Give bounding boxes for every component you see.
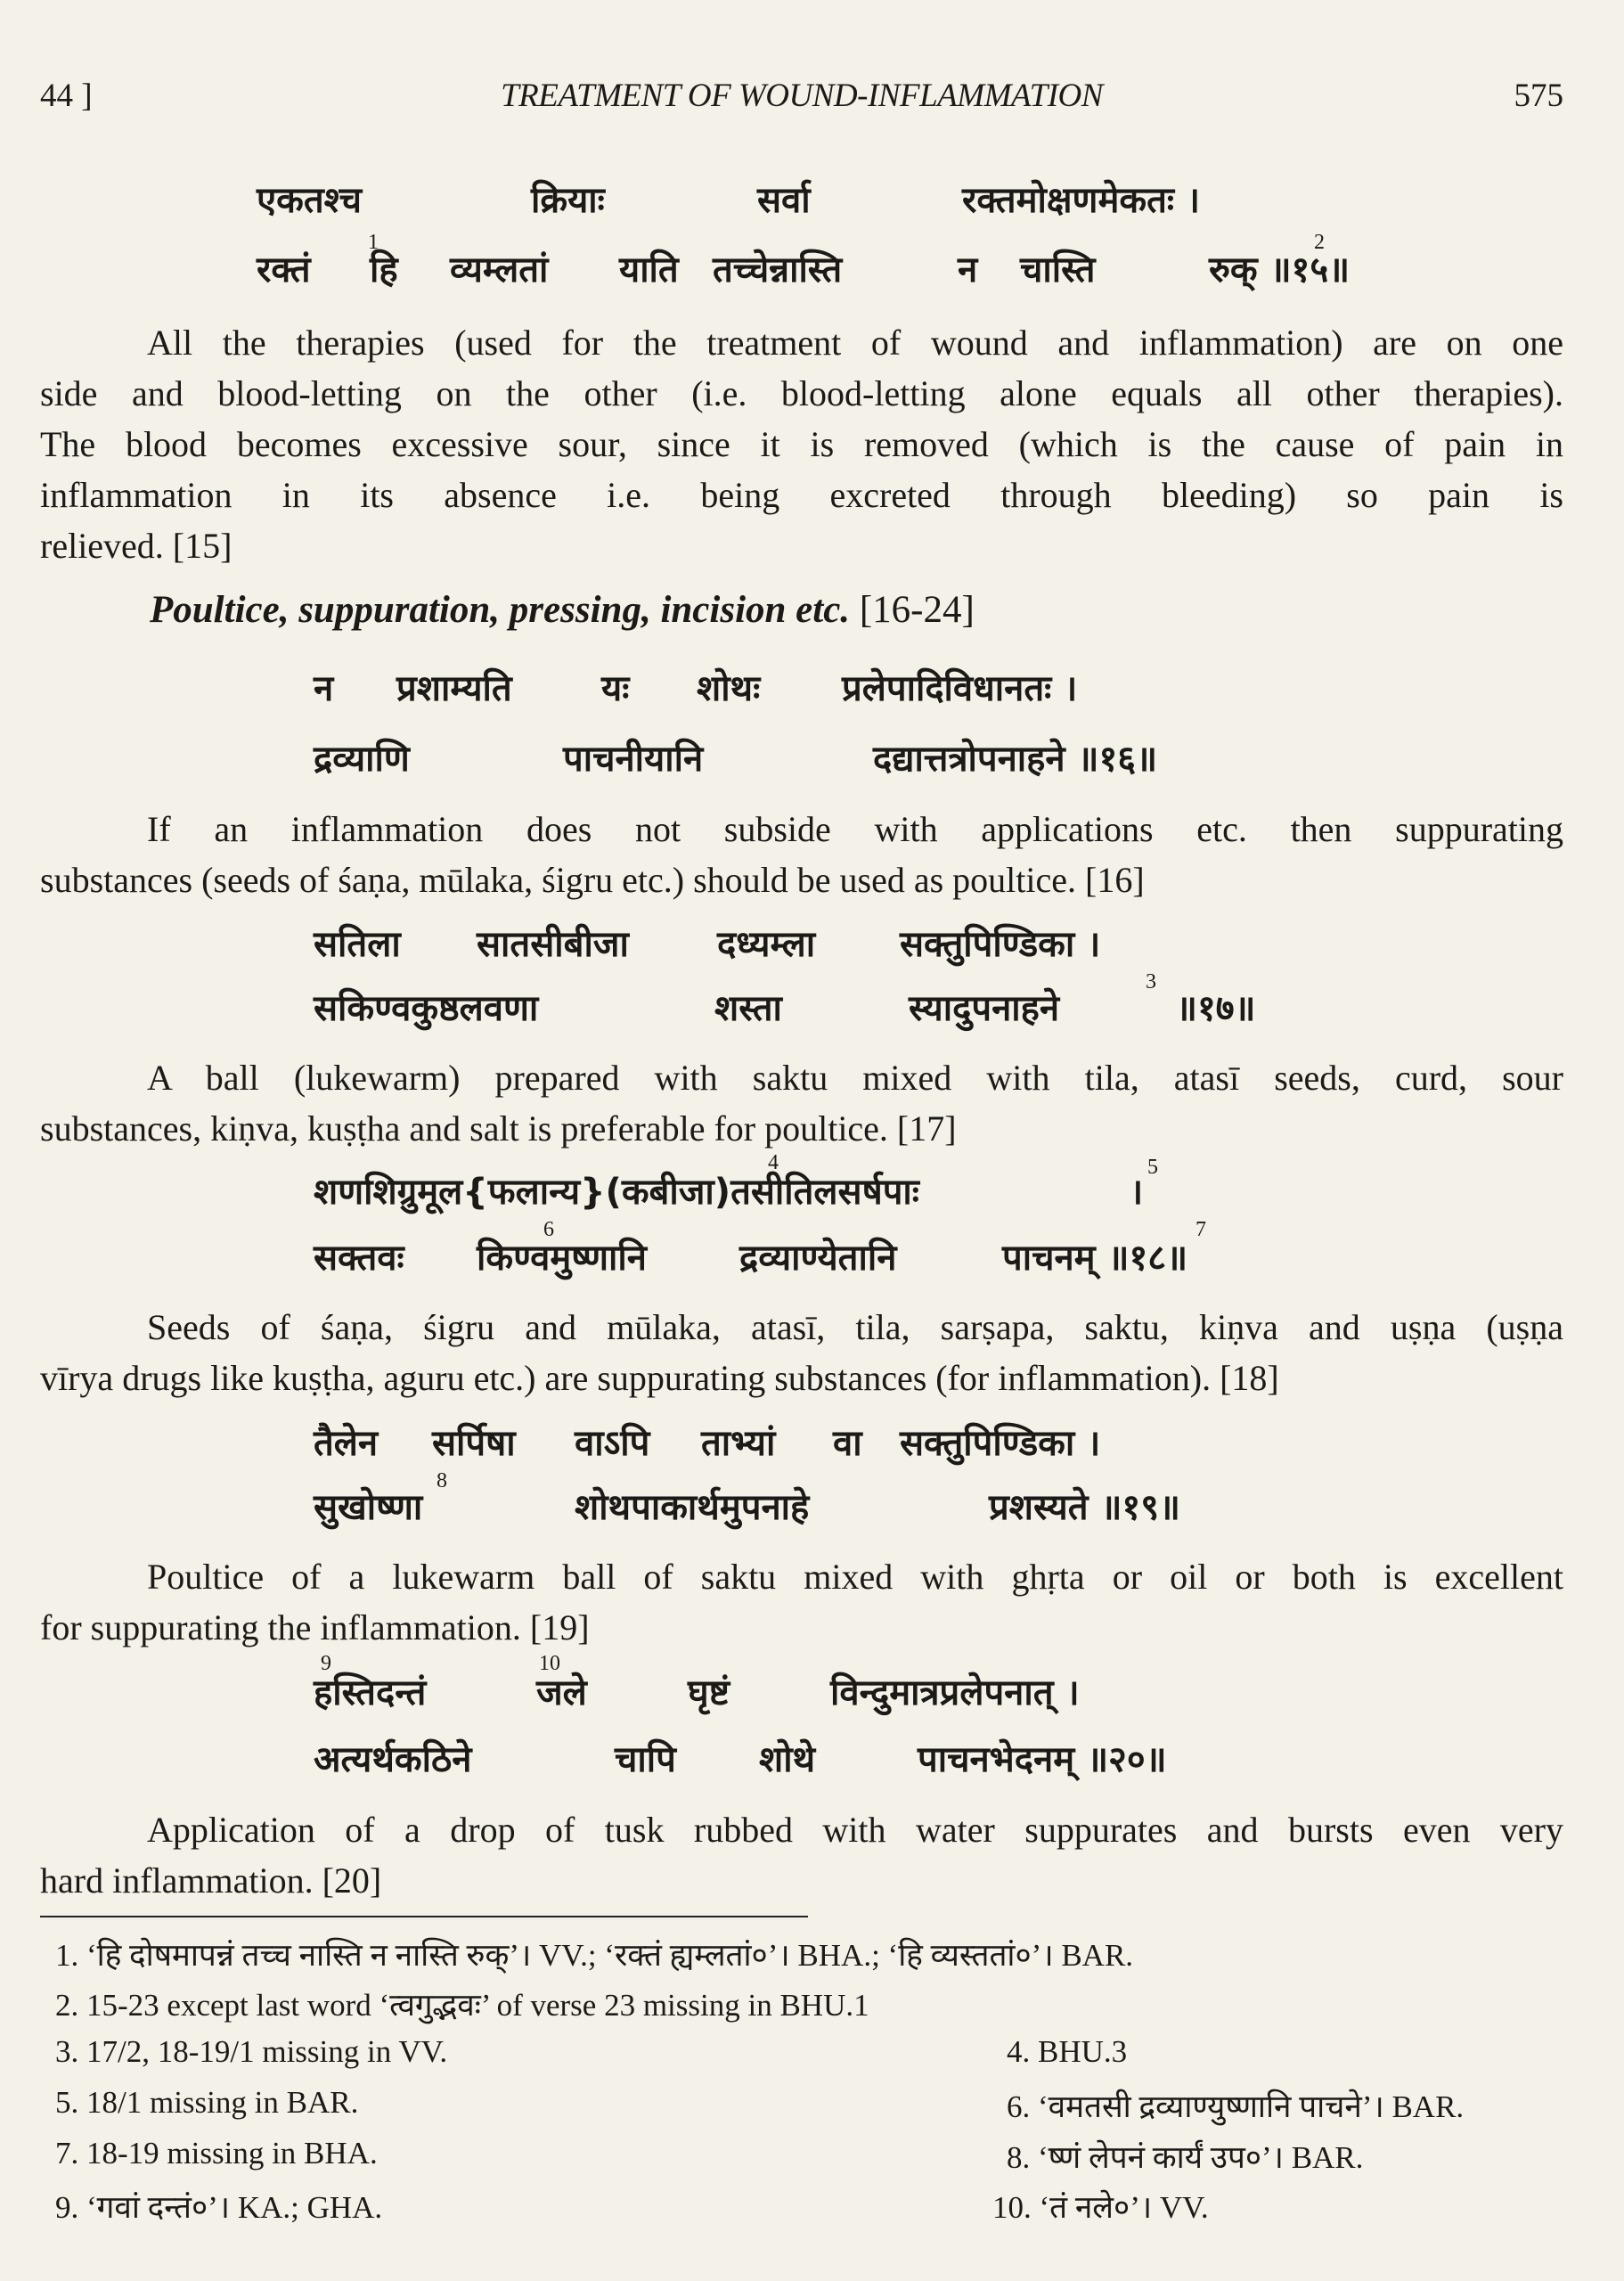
verse-word: स्यादुपनाहने: [909, 988, 1060, 1029]
footnote-marker: 1: [368, 231, 379, 254]
verse-word: चापि: [615, 1739, 676, 1780]
verse-word: सर्पिषा: [432, 1423, 516, 1464]
text-line: for suppurating the inflammation. [19]: [40, 1607, 590, 1647]
verse-word: क्रियाः: [531, 180, 605, 221]
verse-word: सकिण्वकुष्ठलवणा: [314, 988, 539, 1029]
footnote-1: 1. ‘हि दोषमापन्नं तच्च नास्ति न नास्ति रुक्’। VV.; ‘रक्तं ह्यम्लतां०’। BHA.; ‘हि व्यस्ततां०’। BAR.: [55, 1938, 1134, 1973]
text-line: The blood becomes excessive sour, since it is removed (which is the cause of pain in: [40, 424, 1563, 464]
verse-word: दद्यात्तत्रोपनाहने ॥१६॥: [873, 739, 1158, 780]
footnote-marker: 6: [543, 1218, 554, 1241]
text-line: substances (seeds of śaṇa, mūlaka, śigru etc.) should be used as poultice. [16]: [40, 860, 1145, 900]
verse-word: व्यम्लतां: [450, 249, 549, 290]
verse-word: पाचनभेदनम् ॥२०॥: [918, 1739, 1167, 1780]
translation-18: [40, 1302, 1563, 1403]
running-header: [40, 77, 1563, 121]
text-line: inflammation in its absence i.e. being excreted through bleeding) so pain is: [40, 475, 1563, 515]
text-line: side and blood-letting on the other (i.e. blood-letting alone equals all other therapies).: [40, 373, 1563, 413]
verse-word: द्रव्याणि: [314, 739, 410, 780]
text-line: hard inflammation. [20]: [40, 1860, 382, 1901]
translation-16: [40, 804, 1563, 905]
verse-word: किण्वमुष्णानि: [477, 1238, 647, 1279]
verse-word: पाचनीयानि: [563, 739, 704, 780]
verse-word: जले: [536, 1672, 587, 1713]
verse-word: चास्ति: [1020, 249, 1096, 290]
section-range: [16-24]: [859, 589, 975, 631]
verse-word: घृष्टं: [688, 1672, 730, 1713]
verse-word: ।: [1130, 1172, 1144, 1213]
translation-19: [40, 1551, 1563, 1653]
verse-word: वाऽपि: [575, 1423, 650, 1464]
footnote-marker: 2: [1314, 231, 1325, 254]
verse-word: विन्दुमात्रप्रलेपनात् ।: [830, 1672, 1080, 1713]
verse-word: प्रलेपादिविधानतः ।: [842, 668, 1078, 709]
verse-word: शोथे: [759, 1739, 816, 1780]
footnote-marker: 5: [1147, 1156, 1158, 1179]
verse-word: रक्तमोक्षणमेकतः ।: [962, 180, 1201, 221]
verse-word: न: [958, 249, 978, 290]
verse-word: पाचनम् ॥१८॥: [1002, 1238, 1188, 1279]
text-line: If an inflammation does not subside with applications etc. then suppurating: [147, 809, 1563, 849]
verse-word: सतिला: [314, 924, 401, 965]
verse-word: सातसीबीजा: [477, 924, 629, 965]
footnote-3: 3. 17/2, 18-19/1 missing in VV.: [55, 2034, 448, 2069]
footnote-5: 5. 18/1 missing in BAR.: [55, 2085, 359, 2120]
verse-word: ॥१७॥: [1176, 988, 1256, 1029]
footnote-2: 2. 15-23 except last word ‘त्वगुद्भवः’ of verse 23 missing in BHU.1: [55, 1988, 869, 2023]
text-line: substances, kiṇva, kuṣṭha and salt is preferable for poultice. [17]: [40, 1108, 957, 1149]
verse-word: हस्तिदन्तं: [314, 1672, 427, 1713]
verse-word: शणशिग्रुमूल{फलान्य}(कबीजा)तसीतिलसर्षपाः: [314, 1172, 919, 1213]
verse-word: एकतश्च: [257, 180, 363, 221]
text-line: A ball (lukewarm) prepared with saktu mixed with tila, atasī seeds, curd, sour: [147, 1058, 1563, 1098]
text-line: Seeds of śaṇa, śigru and mūlaka, atasī, tila, sarṣapa, saktu, kiṇva and uṣṇa (uṣṇa: [147, 1307, 1563, 1347]
footnote-10: 10. ‘तं नले०’। VV.: [992, 2190, 1209, 2225]
footnote-8: 8. ‘ष्णं लेपनं कार्यं उप०’। BAR.: [1007, 2140, 1364, 2175]
verse-word: न: [314, 668, 334, 709]
verse-word: ताभ्यां: [701, 1423, 776, 1464]
text-line: vīrya drugs like kuṣṭha, aguru etc.) are suppurating substances (for inflammation). [18]: [40, 1358, 1279, 1398]
footnote-4: 4. BHU.3: [1007, 2034, 1128, 2069]
translation-17: [40, 1052, 1563, 1154]
translation-15: [40, 317, 1563, 571]
verse-word: सर्वा: [757, 180, 811, 221]
footnote-9: 9. ‘गवां दन्तं०’। KA.; GHA.: [55, 2190, 383, 2225]
footnote-marker: 4: [768, 1151, 779, 1174]
chapter-title: TREATMENT OF WOUND-INFLAMMATION: [501, 78, 1103, 114]
verse-word: सुखोष्णा: [314, 1487, 423, 1528]
verse-word: सक्तुपिण्डिका ।: [900, 924, 1101, 965]
translation-20: [40, 1804, 1563, 1906]
verse-word: तैलेन: [314, 1423, 379, 1464]
verse-word: सक्तवः: [314, 1238, 404, 1279]
verse-word: प्रशाम्यति: [396, 668, 512, 709]
verse-word: द्रव्याण्येतानि: [739, 1238, 897, 1279]
page-number: 575: [1514, 78, 1563, 114]
verse-word: अत्यर्थकठिने: [314, 1739, 472, 1780]
verse-word: हि: [370, 249, 398, 290]
verse-word: शोथपाकार्थमुपनाहे: [575, 1487, 810, 1528]
footnote-marker: 7: [1196, 1218, 1206, 1241]
text-line: relieved. [15]: [40, 526, 233, 566]
footnote-marker: 10: [539, 1652, 560, 1675]
verse-word: दध्यम्ला: [717, 924, 816, 965]
footnote-7: 7. 18-19 missing in BHA.: [55, 2136, 378, 2171]
text-line: All the therapies (used for the treatment of wound and inflammation) are on one: [147, 323, 1563, 363]
verse-word: शस्ता: [714, 988, 782, 1029]
verse-word: वा: [833, 1423, 862, 1464]
verse-word: याति: [619, 249, 679, 290]
verse-word: प्रशस्यते ॥१९॥: [989, 1487, 1180, 1528]
section-title: Poultice, suppuration, pressing, incision etc.: [150, 589, 851, 631]
text-line: Poultice of a lukewarm ball of saktu mixed with ghṛta or oil or both is excellent: [147, 1557, 1563, 1597]
verse-word: यः: [601, 668, 630, 709]
chapter-number: 44 ]: [40, 78, 93, 114]
verse-word: रुक् ॥१५॥: [1209, 249, 1351, 290]
verse-word: रक्तं: [257, 249, 311, 290]
verse-word: शोथः: [697, 668, 761, 709]
footnote-marker: 3: [1146, 970, 1156, 993]
footnote-marker: 9: [321, 1652, 331, 1675]
text-line: Application of a drop of tusk rubbed with water suppurates and bursts even very: [147, 1810, 1563, 1850]
footnote-6: 6. ‘वमतसी द्रव्याण्युष्णानि पाचने’। BAR.: [1007, 2089, 1465, 2124]
section-heading: [150, 588, 975, 632]
verse-word: तच्चेन्नास्ति: [713, 249, 843, 290]
footnote-divider: [40, 1916, 808, 1917]
verse-word: सक्तुपिण्डिका ।: [900, 1423, 1101, 1464]
footnote-marker: 8: [437, 1469, 447, 1492]
